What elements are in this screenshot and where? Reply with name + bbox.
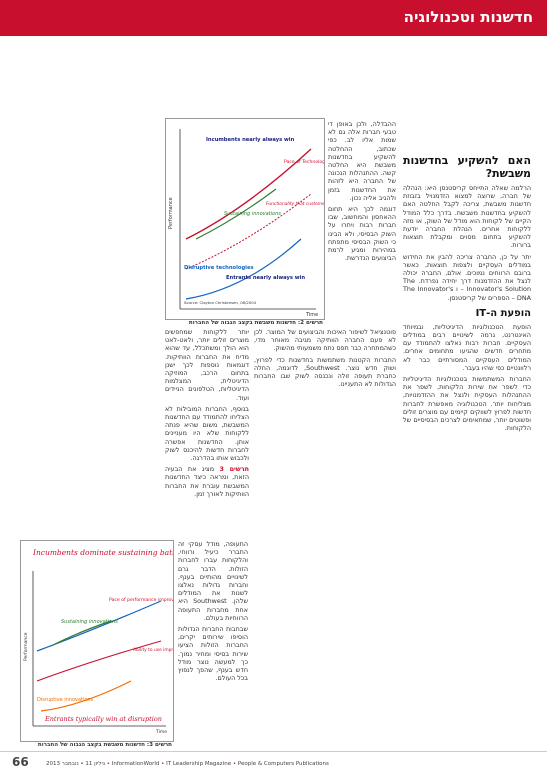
annotation-sustaining: Sustaining innovations [224, 211, 281, 217]
paragraph: פוטנציאל לשיפור האיכות והביצועים של המוצר. לכן לא פעם החברה הוותיקה מגיבה מאוחר מדי, כשהמתחרה כבר תפס נתח משמעותי מהשוק. [254, 328, 396, 353]
figure-3-svg [21, 541, 173, 741]
footer-item: InformationWorld [111, 761, 160, 767]
annotation-disruptive: Disruptive technologies [184, 265, 254, 271]
figure-2-chart [165, 118, 325, 320]
footer-separator: • [106, 761, 112, 767]
annotation-entrants: Entrants typically win at disruption [45, 715, 162, 723]
page-footer [0, 751, 547, 774]
footer-item: People & Computers Publications [237, 761, 329, 767]
footer-separator: • [161, 761, 167, 767]
paragraph: בנוסף, החברות המובילות לא הצליחו להתמודד עם החדשנות המשבשת, משום שהיא פנתה ללקוחות שלא היו מעניינים אותן. החדשנות אפשרה לחברות חדשות להיכנס לשוק ולכבוש אותו בהדרגה. [165, 404, 249, 463]
paragraph: דוגמה לכך היא תחום ההאחסון והמחשוב, שבו חברות רבות ויתרו על השוק הבסיסי, ולא הבינו כי השוק הבסיסי מתפתח במהירות ומגיע לרמת הביצועים הנדרשת. [328, 205, 396, 263]
footer-publication-line [46, 761, 329, 767]
annotation-incumbents: Incumbents nearly always win [206, 137, 295, 143]
ability-line [37, 641, 161, 681]
x-axis-label: Time [156, 730, 168, 735]
page-number: 66 [12, 755, 29, 769]
paragraph: יתר על כן, החברה צריכה להבין את החידוש במודלים העסקיים ולצפות תוצאות, כאשר ברובם הרווחים נמוכים. אולם, החברה יכולה לנצל את ההזדמנות דרך יחידה נפרדת. The Innovator's Solution – ו The Innovator's DNA – הספרים של קריסטנסן. [403, 252, 531, 302]
figure-reference-text: מציג את הבעיה הזאת, ומראה כיצד החדשנות המשבשת עוברת את החברות הוותיקות לאורך זמן. [165, 465, 249, 498]
article-column-left-upper [165, 328, 249, 538]
footer-separator: • [232, 761, 238, 767]
paragraph: התעופה, מודל עסקי זה התברר כיעיל ורווחי, והלקוחות עברו לחברות הזולות. הדבר גרם לשינויים מהותיים בענף, וחברות גדולות נאלצו לשנות את המודלים שלהן. Southwest היא אחת מחברות התעופה הרווחיות בעולם. [178, 540, 248, 622]
footer-item: גיליון 11 • נובמבר 2013 [46, 761, 105, 767]
article-column-middle-lower [254, 328, 396, 460]
paragraph [165, 465, 249, 498]
paragraph: החברות הקטנות משתמשות בחדשנות כדי לפרוץ, ושוק חדש נוצר. Southwest, לדוגמה, החלה כחברת תעופה זולה ונכנסה לשוק שבו החברות הגדולות לא התעניינו. [254, 355, 396, 389]
annotation-pace: Pace of performance impro [109, 598, 172, 603]
annotation-ability: Ability to use imp [133, 648, 172, 653]
paragraph: יותר ללקוחות שמחפשים מוצרים זולים יותר, ולאט-לאט הוא הולך ומשתכלל, עד שהוא מדיח את החברות הוותיקות. דוגמאות נוספות לכך ישנן בתחום הרכב, המוזיקה הדיגיטלית, המצלמות הדיגיטליות, הטלפונים הניידים ועוד. [165, 328, 249, 402]
section-title: חדשנות וטכנולוגיה [403, 8, 533, 26]
paragraph: שבחבות החברות הגדולות הוסיפו שירותים יקרים, החברות הזולות הציעו שירות בסיסי ומחיר נמוך. כך למעשה נוצר מודל חדש בענף, שהפך לנפוץ בכל העולם. [178, 625, 248, 683]
figure-source: Source: Clayton Christensen, 08/2004 [184, 300, 257, 305]
figure-3-caption: תרשים 3: חדשנות משבשת בקצב הגבוה של החברות [37, 742, 172, 748]
annotation-entrants: Entrants nearly always win [226, 275, 306, 281]
disruptive-line [41, 681, 131, 711]
paragraph: הופעת הטכנולוגיות הדיגיטליות, ובמיוחד האינטרנט, גרמה לשינויים רבים במודלים העסקיים. חברות רבות נאלצו להתמודד עם מתחרים חדשים שהגיעו מתחומים אחרים. המודלים העסקיים המסורתיים כבר לא רלוונטיים כפי שהיו בעבר. [403, 322, 531, 372]
x-axis-label: Time [306, 312, 319, 318]
section-header-bar [0, 0, 547, 36]
article-heading-2: הופעת ה-IT [475, 307, 531, 319]
article-column-middle-upper [328, 120, 396, 360]
chart-title: Incumbents dominate sustaining battles [33, 548, 173, 557]
paragraph: החברות המשתמשות בטכנולוגיות הדיגיטליות כדי לשפר את שירות הלקוחות, לשפר את ההתנהלות העסקית ולנצל את ההזדמנויות, מצליחות יותר. הטכנולוגיה מאפשרת לחברות חדשות לפרוץ לשווקים קיימים עם מוצרים זולים ופשוטים יותר, שמתאימים לצרכים הבסיסיים של הלקוחות. [403, 375, 531, 433]
annotation-pace: Pace of Technolog [284, 160, 324, 165]
figure-2-caption: תרשים 2: חדשנות משבשת בקצב הגבוה של החברות [188, 320, 323, 326]
annotation-sustaining: Sustaining innovations [61, 619, 118, 625]
figure-reference: תרשים 3 [219, 465, 249, 474]
y-axis-label: Performance [24, 632, 29, 661]
annotation-functionality: Functionality that custom [266, 202, 323, 207]
y-axis-label: Performance [168, 197, 174, 229]
figure-3-chart [20, 540, 174, 742]
paragraph: ההבדלה, ולכן באופן די טבעי חברות אלה גם לא שמות אליו לב. כפי שכתוב, ההחלטה להשקיע בחדשנות משבשת היא החלטה קשה. ההתנהלות הנכונה של החברה היא לזהות את החדשנות בזמן ולהגיב אליה נכון. [328, 120, 396, 202]
paragraph: הרלמה שאלה התייחס קריסטנסן היא: הנהלה של חברה, שרוצה למצוא הזדמנויל בזבוזת חדשנות משבשת, צריכה לקבל החלטה האם להשקיע בחדשנות משבשת. בדרך כלל המודל הקיים של לקוחות הוא מודל של השוק, או מזה ללקוחות אחרים. הנהלת החברה יודעת להשקיע בתחום מסוים ומקבלת תוצאות ברורות. [403, 184, 531, 250]
annotation-disruptive: Disruptive innovations [37, 697, 94, 703]
footer-item: IT Leadership Magazine [166, 761, 232, 767]
figure-2-svg [166, 119, 324, 319]
article-column-right [403, 152, 531, 742]
article-column-center-lower [178, 540, 248, 740]
article-heading-1: האם להשקיע בחדשנות משבשת? [403, 154, 531, 180]
